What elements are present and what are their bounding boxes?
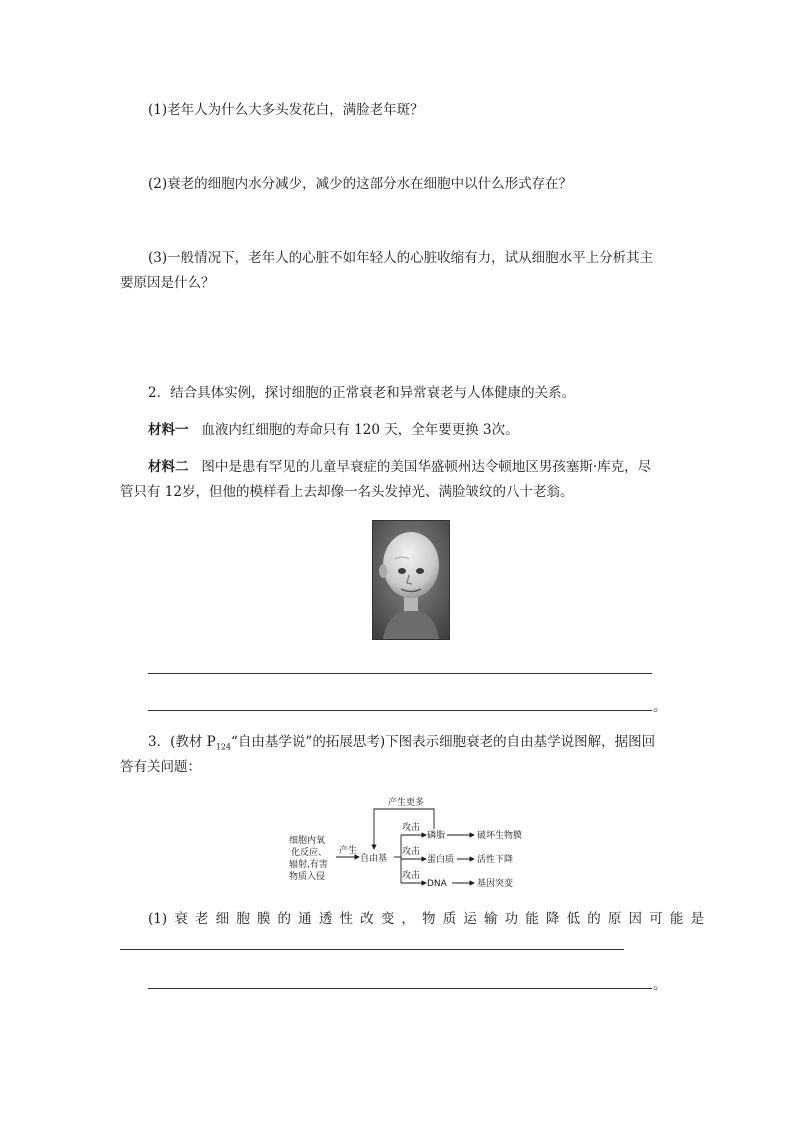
answer-line-1[interactable]: [148, 673, 652, 674]
answer-line-4[interactable]: [148, 988, 652, 989]
diagram-target-dna: DNA: [427, 879, 447, 889]
question-3-rest: “自由基学说”的拓展思考)下图表示细胞衰老的自由基学说图解，据图回: [231, 734, 656, 750]
question-3-page-sub: 124: [215, 742, 232, 752]
material-2-text-line1: 图中是患有罕见的儿童早衰症的美国华盛顿州达令顿地区男孩塞斯·库克，尽: [201, 459, 652, 475]
diagram-produce-label: 产生: [339, 846, 358, 856]
question-3-prefix: 3．(教材 P: [148, 734, 216, 750]
question-1-2: (2)衰老的细胞内水分减少，减少的这部分水在细胞中以什么形式存在？: [148, 176, 573, 192]
diagram-attack-label-3: 攻击: [402, 871, 421, 881]
diagram-target-protein: 蛋白质: [427, 855, 455, 865]
diagram-attack-label-2: 攻击: [402, 847, 421, 857]
diagram-result-activity: 活性下降: [477, 855, 514, 865]
diagram-result-mutation: 基因突变: [477, 879, 514, 889]
diagram-attack-label-1: 攻击: [402, 823, 421, 833]
question-3-1: (1)衰老细胞膜的通透性改变，物质运输功能降低的原因可能是: [148, 911, 704, 927]
question-3-line2: 答有关问题：: [120, 759, 201, 775]
diagram-source-line4: 物质入侵: [289, 872, 326, 882]
question-1-3-line2: 要原因是什么？: [120, 275, 215, 291]
question-2: 2．结合具体实例，探讨细胞的正常衰老和异常衰老与人体健康的关系。: [148, 385, 576, 401]
answer-period-2: 。: [653, 977, 667, 993]
diagram-produce-more-label: 产生更多: [388, 798, 425, 808]
material-2-line1: [120, 455, 704, 480]
question-1-3-line1: (3)一般情况下，老年人的心脏不如年轻人的心脏收缩有力，试从细胞水平上分析其主: [148, 250, 654, 266]
diagram-result-membrane: 破坏生物膜: [477, 831, 523, 841]
diagram-free-radical: 自由基: [360, 854, 388, 864]
diagram-source-line1: 细胞内氧: [289, 836, 326, 846]
diagram-source-line2: 化反应、: [291, 848, 328, 858]
diagram-target-phospholipid: 磷脂: [427, 831, 446, 841]
answer-period-1: 。: [653, 699, 667, 715]
question-1-1: (1)老年人为什么大多头发花白，满脸老年斑？: [148, 102, 424, 118]
diagram-source-line3: 辐射,有害: [289, 860, 328, 870]
material-1-label: 材料一: [148, 422, 189, 438]
answer-line-3[interactable]: [120, 949, 624, 950]
answer-line-2[interactable]: [148, 710, 652, 711]
free-radical-diagram: [286, 795, 536, 895]
material-2-label: 材料二: [148, 459, 189, 475]
material-1: [120, 418, 704, 443]
boy-photo: [372, 520, 450, 640]
material-2-line2: 管只有 12岁，但他的模样看上去却像一名头发掉光、满脸皱纹的八十老翁。: [120, 484, 574, 500]
material-1-text: 血液内红细胞的寿命只有 120 天，全年要更换 3次。: [201, 422, 519, 438]
boy-photo-illustration: [373, 521, 449, 639]
